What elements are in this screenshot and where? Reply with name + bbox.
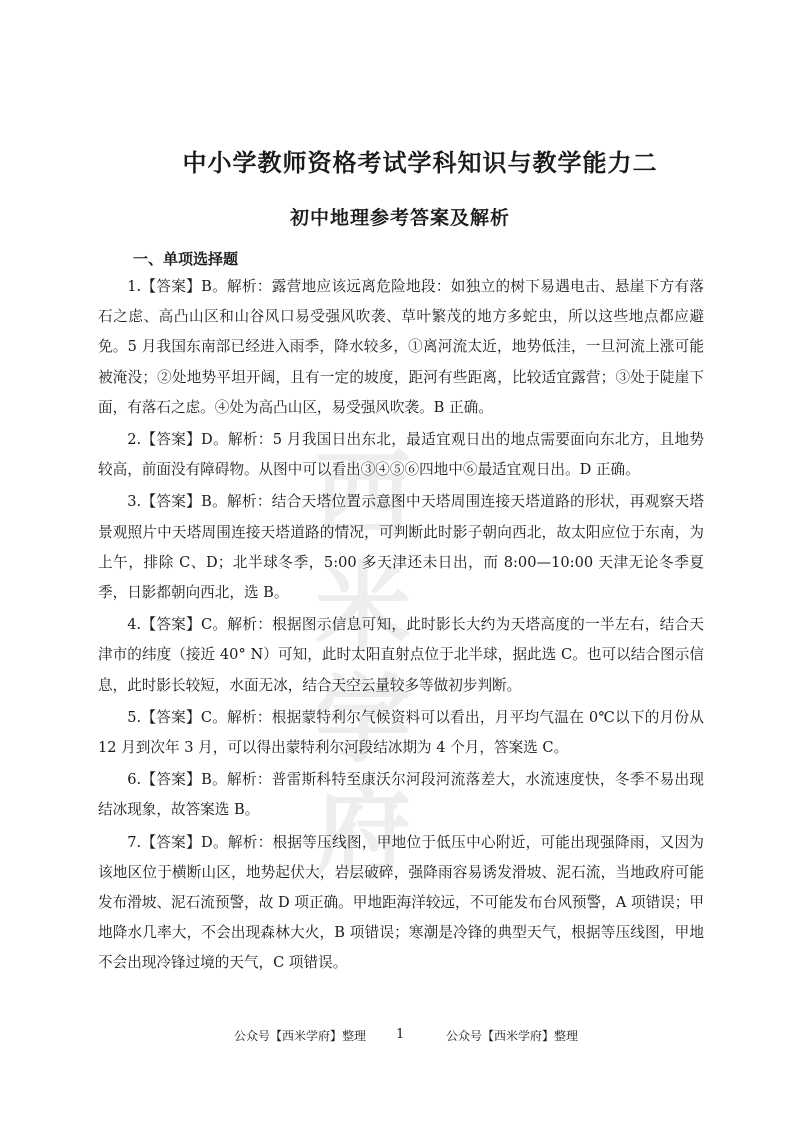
section-heading: 一、单项选择题 (133, 250, 239, 268)
watermark-line-1: 西米 (315, 440, 411, 664)
watermark-line-2: 学府 (315, 664, 411, 888)
page-title: 中小学教师资格考试学科知识与教学能力二 (182, 149, 658, 177)
page-subtitle: 初中地理参考答案及解析 (289, 207, 510, 229)
answer-5: 5.【答案】C。解析：根据蒙特利尔气候资料可以看出，月平均气温在 0℃以下的月份从 12 月到次年 3 月，可以得出蒙特利尔河段结冰期为 4 个月，答案选 C。 (98, 708, 704, 757)
answer-6: 6.【答案】B。解析：普雷斯科特至康沃尔河段河流落差大，水流速度快，冬季不易出现结冰现象，故答案选 B。 (98, 771, 704, 819)
answer-4: 4.【答案】C。解析：根据图示信息可知，此时影长大约为天塔高度的一半左右，结合天津市的纬度（接近 40° N）可知，此时太阳直射点位于北半球，据此选 C。也可以结合图示信息，此时影长较短，水面无冰，结合天空云量较多等做初步判断。 (98, 616, 704, 694)
answer-7: 7.【答案】D。解析：根据等压线图，甲地位于低压中心附近，可能出现强降雨，又因为该地区位于横断山区，地势起伏大，岩层破碎，强降雨容易诱发滑坡、泥石流，当地政府可能发布滑坡、泥石流预警，故 D 项正确。甲地距海洋较远，不可能发布台风预警，A 项错误；甲地降水几率大，不会出现森林大火，B 项错误；寒潮是冷锋的典型天气，根据等压线图，甲地不会出现冷锋过境的天气，C 项错误。 (98, 833, 704, 972)
answer-1: 1.【答案】B。解析：露营地应该远离危险地段：如独立的树下易遇电击、悬崖下方有落石之虑、高凸山区和山谷风口易受强风吹袭、草叶繁茂的地方多蛇虫，所以这些地点都应避免。5 月我国东南部已经进入雨季，降水较多，①离河流太近，地势低洼，一旦河流上涨可能被淹没；②处地势平坦开阔，且有一定的坡度，距河有些距离，比较适宜露营；③处于陡崖下面，有落石之虑。④处为高凸山区，易受强风吹袭。B 正确。 (98, 278, 704, 416)
footer-right-text: 公众号【西米学府】整理 (446, 1029, 579, 1043)
answer-2: 2.【答案】D。解析：5 月我国日出东北，最适宜观日出的地点需要面向东北方，且地势较高，前面没有障碍物。从图中可以看出③④⑤⑥四地中⑥最适宜观日出。D 正确。 (98, 431, 704, 479)
answer-list (98, 272, 704, 981)
answer-3: 3.【答案】B。解析：结合天塔位置示意图中天塔周围连接天塔道路的形状，再观察天塔景观照片中天塔周围连接天塔道路的情况，可判断此时影子朝向西北，故太阳应位于东南，为上午，排除 C、D；北半球冬季，5:00 多天津还未日出，而 8:00—10:00 天津无论冬季夏季，日影都朝向西北，选 B。 (98, 493, 704, 602)
page-number: 1 (396, 1027, 405, 1042)
footer-left-text: 公众号【西米学府】整理 (234, 1029, 367, 1043)
